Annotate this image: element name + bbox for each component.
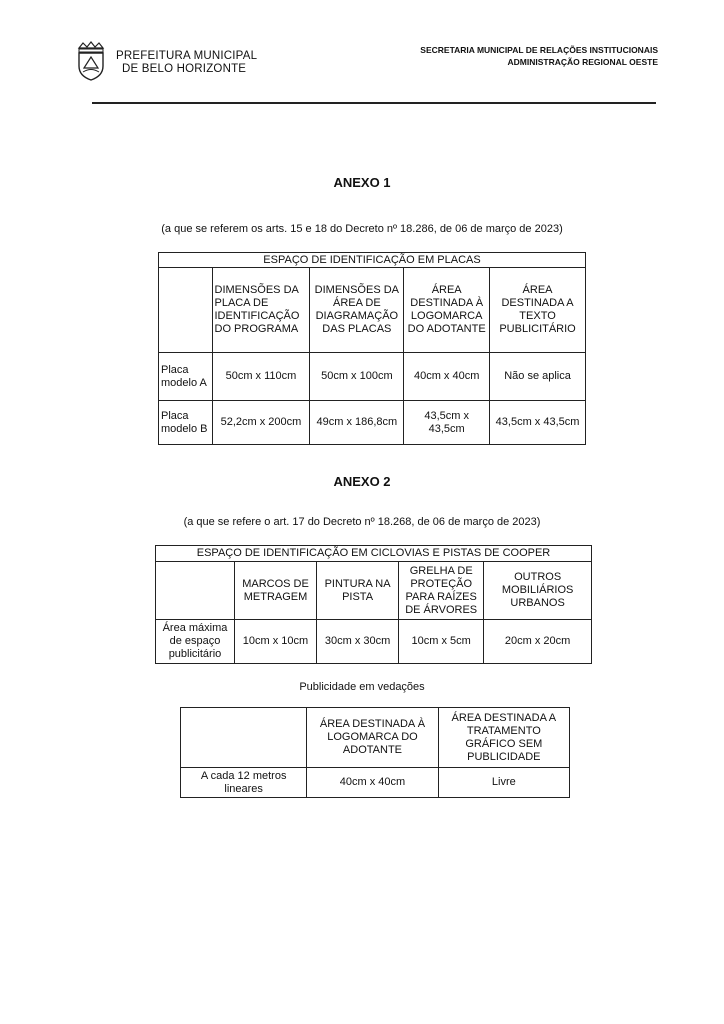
anexo1-title: ANEXO 1 <box>333 175 391 190</box>
vedacoes-table <box>180 707 570 798</box>
administracao-name: ADMINISTRAÇÃO REGIONAL OESTE <box>507 57 658 67</box>
ciclovias-header-4: OUTROS MOBILIÁRIOS URBANOS <box>484 562 592 620</box>
table-cell: 49cm x 186,8cm <box>310 401 404 445</box>
ciclovias-header-1: MARCOS DE METRAGEM <box>234 562 316 620</box>
ciclovias-header-2: PINTURA NA PISTA <box>317 562 399 620</box>
table-cell: 40cm x 40cm <box>404 353 490 401</box>
placas-table-caption: ESPAÇO DE IDENTIFICAÇÃO EM PLACAS <box>159 253 586 268</box>
table-row <box>156 620 592 664</box>
table-cell: Placa modelo A <box>159 353 213 401</box>
table-cell: Área máxima de espaço publicitário <box>156 620 235 664</box>
placas-header-1: DIMENSÕES DA PLACA DE IDENTIFICAÇÃO DO PROGRAMA <box>212 268 310 353</box>
table-cell: 43,5cm x 43,5cm <box>490 401 586 445</box>
department-block <box>420 44 658 68</box>
ciclovias-table-caption: ESPAÇO DE IDENTIFICAÇÃO EM CICLOVIAS E PISTAS DE COOPER <box>156 546 592 562</box>
table-cell: 40cm x 40cm <box>307 768 438 798</box>
table-cell: 30cm x 30cm <box>317 620 399 664</box>
org-line-1: PREFEITURA MUNICIPAL <box>116 50 258 62</box>
table-cell: 10cm x 10cm <box>234 620 316 664</box>
city-coat-of-arms-icon <box>76 40 106 82</box>
page-header <box>70 38 660 108</box>
vedacoes-header-2: ÁREA DESTINADA A TRATAMENTO GRÁFICO SEM PUBLICIDADE <box>438 708 569 768</box>
table-cell: Livre <box>438 768 569 798</box>
table-cell: 43,5cm x 43,5cm <box>404 401 490 445</box>
organization-name <box>116 50 257 76</box>
table-cell: 20cm x 20cm <box>484 620 592 664</box>
ciclovias-header-3: GRELHA DE PROTEÇÃO PARA RAÍZES DE ÁRVORES <box>399 562 484 620</box>
placas-header-empty <box>159 268 213 353</box>
secretaria-name: SECRETARIA MUNICIPAL DE RELAÇÕES INSTITUCIONAIS <box>420 45 658 55</box>
table-cell: 52,2cm x 200cm <box>212 401 310 445</box>
table-row <box>159 353 586 401</box>
table-row <box>181 768 570 798</box>
org-line-2: DE BELO HORIZONTE <box>122 63 247 75</box>
anexo2-reference: (a que se refere o art. 17 do Decreto nº 18.268, de 06 de março de 2023) <box>183 516 541 528</box>
table-cell: 10cm x 5cm <box>399 620 484 664</box>
table-cell: 50cm x 110cm <box>212 353 310 401</box>
table-cell: Placa modelo B <box>159 401 213 445</box>
placas-header-3: ÁREA DESTINADA À LOGOMARCA DO ADOTANTE <box>404 268 490 353</box>
anexo1-reference: (a que se referem os arts. 15 e 18 do Decreto nº 18.286, de 06 de março de 2023) <box>161 223 563 235</box>
ciclovias-table <box>155 545 592 664</box>
placas-table <box>158 252 586 445</box>
ciclovias-header-empty <box>156 562 235 620</box>
vedacoes-header-empty <box>181 708 307 768</box>
placas-header-2: DIMENSÕES DA ÁREA DE DIAGRAMAÇÃO DAS PLACAS <box>310 268 404 353</box>
vedacoes-caption: Publicidade em vedações <box>299 681 425 693</box>
anexo2-title: ANEXO 2 <box>333 474 391 489</box>
placas-header-4: ÁREA DESTINADA A TEXTO PUBLICITÁRIO <box>490 268 586 353</box>
table-row <box>159 401 586 445</box>
vedacoes-header-1: ÁREA DESTINADA À LOGOMARCA DO ADOTANTE <box>307 708 438 768</box>
table-cell: 50cm x 100cm <box>310 353 404 401</box>
table-cell: A cada 12 metros lineares <box>181 768 307 798</box>
header-divider <box>92 102 656 104</box>
table-cell: Não se aplica <box>490 353 586 401</box>
